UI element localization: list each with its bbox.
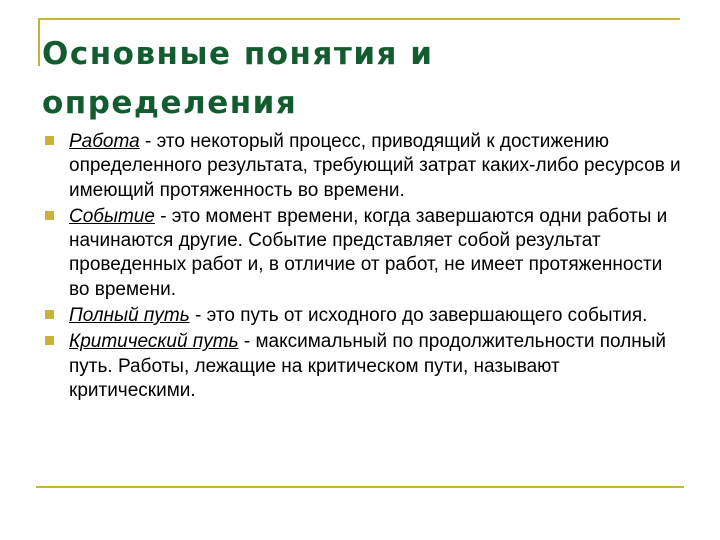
square-bullet-icon	[45, 336, 54, 345]
definition-text: - максимальный по продолжительности полный путь. Работы, лежащие на критическом пути, называют критическими.	[69, 331, 667, 401]
definition-text: - это путь от исходного до завершающего события.	[189, 305, 648, 327]
list-item	[42, 130, 682, 203]
list-item	[42, 304, 682, 328]
definition-text: - это некоторый процесс, приводящий к достижению определенного результата, требующий затрат каких-либо ресурсов и имеющий протяженность во времени.	[69, 131, 681, 201]
square-bullet-icon	[45, 211, 54, 220]
definition-text: - это момент времени, когда завершаются одни работы и начинаются другие. Событие представляет собой результат проведенных работ и, в отличие от работ, не имеет протяженности во времени.	[69, 205, 668, 300]
term-label: Событие	[69, 205, 155, 227]
slide-title: Основные понятия и определения	[42, 36, 434, 121]
list-item	[42, 205, 682, 302]
bottom-rule	[36, 486, 684, 488]
square-bullet-icon	[45, 136, 54, 145]
top-rule	[40, 18, 680, 20]
square-bullet-icon	[45, 310, 54, 319]
term-label: Работа	[69, 131, 140, 152]
list-item	[42, 330, 682, 403]
term-label: Полный путь	[69, 305, 190, 327]
left-rule	[38, 18, 40, 66]
term-label: Критический путь	[69, 331, 239, 353]
definition-list	[42, 130, 682, 405]
